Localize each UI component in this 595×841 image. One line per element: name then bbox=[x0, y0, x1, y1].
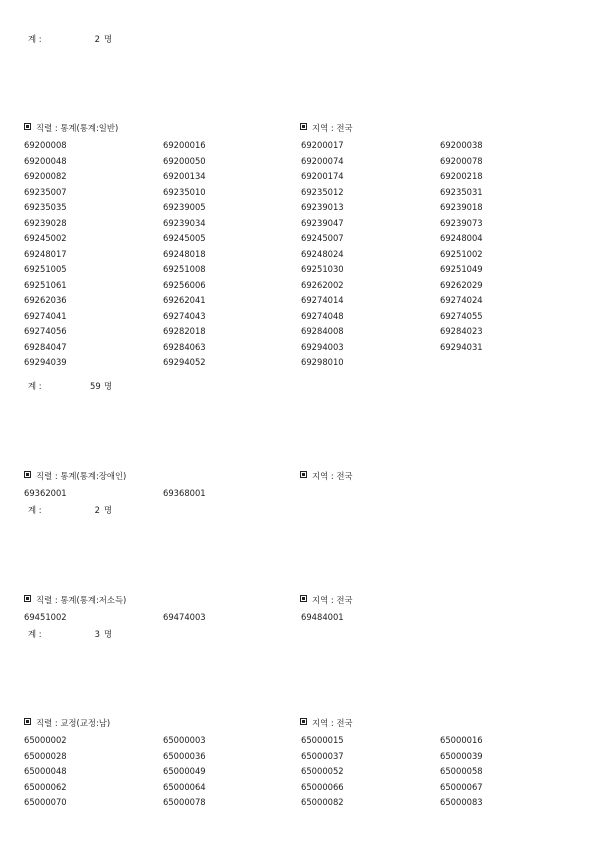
id-cell: 69239005 bbox=[163, 202, 206, 212]
id-cell: 69200218 bbox=[440, 171, 483, 181]
total-label: 계 : bbox=[28, 505, 42, 515]
id-cell: 69235031 bbox=[440, 186, 483, 197]
id-cell: 69256006 bbox=[163, 279, 206, 290]
id-grid bbox=[24, 610, 584, 626]
square-bullet-icon bbox=[24, 595, 31, 602]
section-header bbox=[24, 121, 584, 135]
total-count: 59 bbox=[90, 381, 101, 391]
id-cell: 65000062 bbox=[24, 781, 67, 792]
section-header bbox=[24, 469, 584, 483]
section-title: 직렬 : 통계(통계:저소득) bbox=[24, 593, 126, 607]
id-cell: 69274056 bbox=[24, 326, 67, 336]
top-total bbox=[28, 33, 112, 45]
section-statistics-low-income bbox=[24, 593, 584, 639]
id-cell: 69239034 bbox=[163, 217, 206, 228]
id-cell: 65000066 bbox=[301, 781, 344, 792]
id-cell: 65000039 bbox=[440, 750, 483, 761]
id-cell: 65000016 bbox=[440, 735, 483, 745]
id-cell: 69251005 bbox=[24, 264, 67, 274]
section-title: 직렬 : 통계(통계:일반) bbox=[24, 121, 118, 135]
section-correction-male bbox=[24, 716, 584, 811]
id-cell: 69262041 bbox=[163, 295, 206, 305]
total-unit: 명 bbox=[104, 381, 113, 391]
square-bullet-icon bbox=[24, 123, 31, 130]
id-cell: 65000037 bbox=[301, 750, 344, 761]
section-statistics-general bbox=[24, 121, 584, 391]
square-bullet-icon bbox=[24, 471, 31, 478]
id-cell: 69251002 bbox=[440, 248, 483, 259]
id-cell: 69251030 bbox=[301, 264, 344, 274]
id-cell: 69200016 bbox=[163, 140, 206, 150]
id-cell: 69294052 bbox=[163, 357, 206, 367]
id-cell: 69235012 bbox=[301, 186, 344, 197]
id-cell: 69200078 bbox=[440, 155, 483, 166]
id-cell: 69200038 bbox=[440, 140, 483, 150]
section-title: 직렬 : 통계(통계:장애인) bbox=[24, 469, 126, 483]
id-cell: 69245002 bbox=[24, 233, 67, 243]
id-cell: 69274041 bbox=[24, 310, 67, 321]
id-cell: 69200048 bbox=[24, 155, 67, 166]
id-cell: 65000067 bbox=[440, 781, 483, 792]
square-bullet-icon bbox=[300, 718, 307, 725]
id-cell: 69298010 bbox=[301, 357, 344, 367]
id-cell: 69248024 bbox=[301, 248, 344, 259]
section-header bbox=[24, 716, 584, 730]
id-cell: 69274014 bbox=[301, 295, 344, 305]
id-cell: 69282018 bbox=[163, 326, 206, 336]
id-cell: 69248004 bbox=[440, 233, 483, 243]
id-cell: 69262002 bbox=[301, 279, 344, 290]
section-region: 지역 : 전국 bbox=[300, 469, 353, 483]
section-total bbox=[28, 504, 112, 516]
section-region: 지역 : 전국 bbox=[300, 716, 353, 730]
section-title: 직렬 : 교정(교정:남) bbox=[24, 716, 110, 730]
id-cell: 69294031 bbox=[440, 341, 483, 352]
id-cell: 69274048 bbox=[301, 310, 344, 321]
id-cell: 69200017 bbox=[301, 140, 344, 150]
total-count: 3 bbox=[94, 629, 100, 639]
total-unit: 명 bbox=[104, 505, 113, 515]
id-cell: 69248018 bbox=[163, 248, 206, 259]
id-cell: 69200074 bbox=[301, 155, 344, 166]
id-cell: 69200008 bbox=[24, 140, 67, 150]
total-count: 2 bbox=[94, 505, 100, 515]
id-cell: 69239028 bbox=[24, 217, 67, 228]
total-unit: 명 bbox=[104, 629, 113, 639]
id-cell: 69239047 bbox=[301, 217, 344, 228]
id-cell: 65000083 bbox=[440, 797, 483, 807]
id-cell: 69251049 bbox=[440, 264, 483, 274]
id-cell: 69274024 bbox=[440, 295, 483, 305]
section-header bbox=[24, 593, 584, 607]
id-cell: 69368001 bbox=[163, 488, 206, 498]
section-region: 지역 : 전국 bbox=[300, 121, 353, 135]
id-cell: 69200050 bbox=[163, 155, 206, 166]
id-cell: 69284063 bbox=[163, 341, 206, 352]
square-bullet-icon bbox=[24, 718, 31, 725]
total-label: 계 : bbox=[28, 629, 42, 639]
id-cell: 69284023 bbox=[440, 326, 483, 336]
section-total bbox=[28, 628, 112, 640]
id-cell: 69239013 bbox=[301, 202, 344, 212]
id-cell: 69294003 bbox=[301, 341, 344, 352]
id-cell: 65000049 bbox=[163, 766, 206, 776]
id-cell: 65000002 bbox=[24, 735, 67, 745]
id-cell: 65000064 bbox=[163, 781, 206, 792]
square-bullet-icon bbox=[300, 595, 307, 602]
total-unit: 명 bbox=[104, 34, 113, 44]
id-cell: 69251008 bbox=[163, 264, 206, 274]
id-cell: 69235035 bbox=[24, 202, 67, 212]
section-statistics-disabled bbox=[24, 469, 584, 515]
square-bullet-icon bbox=[300, 471, 307, 478]
id-cell: 69239018 bbox=[440, 202, 483, 212]
id-cell: 69200174 bbox=[301, 171, 344, 181]
id-cell: 69274055 bbox=[440, 310, 483, 321]
id-cell: 69484001 bbox=[301, 612, 344, 622]
id-cell: 69251061 bbox=[24, 279, 67, 290]
id-cell: 65000003 bbox=[163, 735, 206, 745]
id-cell: 65000070 bbox=[24, 797, 67, 807]
id-cell: 65000058 bbox=[440, 766, 483, 776]
id-cell: 69248017 bbox=[24, 248, 67, 259]
total-count: 2 bbox=[94, 34, 100, 44]
total-label: 계 : bbox=[28, 381, 42, 391]
id-grid bbox=[24, 486, 584, 502]
id-grid bbox=[24, 733, 584, 811]
section-total bbox=[28, 380, 112, 392]
total-label: 계 : bbox=[28, 34, 42, 44]
id-cell: 65000028 bbox=[24, 750, 67, 761]
id-cell: 65000078 bbox=[163, 797, 206, 807]
id-cell: 65000048 bbox=[24, 766, 67, 776]
id-cell: 69235007 bbox=[24, 186, 67, 197]
id-cell: 69451002 bbox=[24, 612, 67, 622]
id-cell: 69284008 bbox=[301, 326, 344, 336]
id-cell: 69262036 bbox=[24, 295, 67, 305]
id-cell: 69294039 bbox=[24, 357, 67, 367]
id-cell: 65000036 bbox=[163, 750, 206, 761]
id-grid bbox=[24, 138, 584, 371]
id-cell: 69262029 bbox=[440, 279, 483, 290]
id-cell: 69245005 bbox=[163, 233, 206, 243]
id-cell: 69284047 bbox=[24, 341, 67, 352]
id-cell: 69200082 bbox=[24, 171, 67, 181]
id-cell: 69239073 bbox=[440, 217, 483, 228]
id-cell: 65000082 bbox=[301, 797, 344, 807]
id-cell: 65000015 bbox=[301, 735, 344, 745]
id-cell: 69200134 bbox=[163, 171, 206, 181]
section-region: 지역 : 전국 bbox=[300, 593, 353, 607]
id-cell: 65000052 bbox=[301, 766, 344, 776]
id-cell: 69245007 bbox=[301, 233, 344, 243]
id-cell: 69235010 bbox=[163, 186, 206, 197]
id-cell: 69474003 bbox=[163, 612, 206, 622]
square-bullet-icon bbox=[300, 123, 307, 130]
id-cell: 69362001 bbox=[24, 488, 67, 498]
id-cell: 69274043 bbox=[163, 310, 206, 321]
